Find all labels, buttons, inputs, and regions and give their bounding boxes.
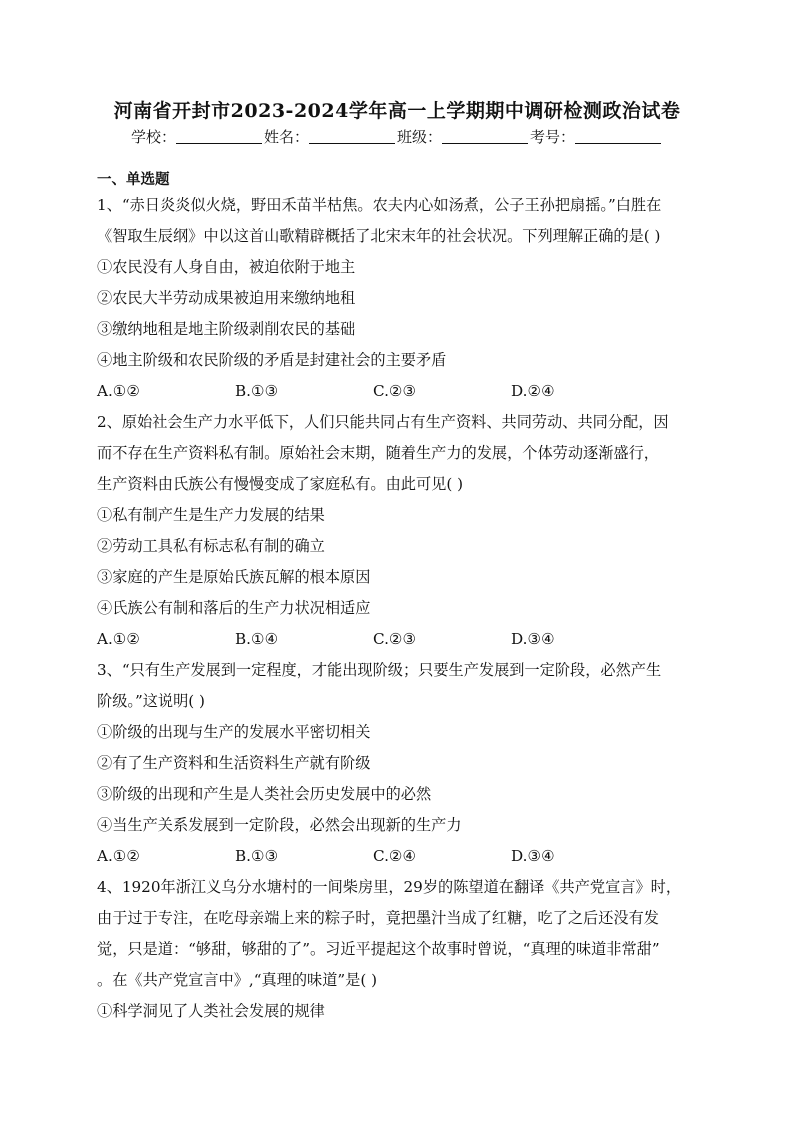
- school-blank[interactable]: [176, 129, 262, 144]
- question-stem-line: 觉，只是道：“够甜，够甜的了”。习近平提起这个故事时曾说，“真理的味道非常甜”: [97, 940, 660, 958]
- choice-d[interactable]: D.③④: [511, 630, 555, 648]
- statement: ③家庭的产生是原始氏族瓦解的根本原因: [97, 568, 371, 586]
- choice-b[interactable]: B.①③: [235, 847, 279, 865]
- statement: ②有了生产资料和生活资料生产就有阶级: [97, 754, 371, 772]
- statement: ①科学洞见了人类社会发展的规律: [97, 1002, 325, 1020]
- choice-d[interactable]: D.②④: [511, 382, 555, 400]
- choice-b[interactable]: B.①④: [235, 630, 279, 648]
- question-stem-line: 1、“赤日炎炎似火烧，野田禾苗半枯焦。农夫内心如汤煮，公子王孙把扇摇。”白胜在: [97, 196, 662, 214]
- choice-a[interactable]: A.①②: [97, 630, 141, 648]
- statement: ①私有制产生是生产力发展的结果: [97, 506, 325, 524]
- school-label: 学校：: [130, 128, 176, 146]
- exam-number-field: [530, 126, 663, 147]
- question-4: [97, 872, 697, 1027]
- question-2: [97, 407, 697, 655]
- class-label: 班级：: [397, 128, 443, 146]
- school-field: [131, 126, 264, 147]
- name-blank[interactable]: [309, 129, 395, 144]
- section-title: 一、单选题: [97, 171, 170, 188]
- statement: ④当生产关系发展到一定阶段，必然会出现新的生产力: [97, 816, 462, 834]
- question-1: [97, 190, 697, 407]
- question-stem-line: 。在《共产党宣言中》,“真理的味道”是( ): [97, 971, 378, 989]
- exam-title: 河南省开封市2023-2024学年高一上学期期中调研检测政治试卷: [113, 100, 681, 122]
- statement: ①阶级的出现与生产的发展水平密切相关: [97, 723, 371, 741]
- question-3: [97, 655, 697, 872]
- choice-c[interactable]: C.②③: [373, 630, 417, 648]
- name-field: [264, 126, 397, 147]
- question-stem-line: 2、原始社会生产力水平低下，人们只能共同占有生产资料、共同劳动、共同分配，因: [97, 413, 669, 431]
- exam-number-label: 考号：: [530, 128, 576, 146]
- question-stem-line: 生产资料由氏族公有慢慢变成了家庭私有。由此可见( ): [97, 475, 463, 493]
- answer-choices: [97, 841, 697, 872]
- choice-a[interactable]: A.①②: [97, 382, 141, 400]
- choice-d[interactable]: D.③④: [511, 847, 555, 865]
- statement: ①农民没有人身自由，被迫依附于地主: [97, 258, 356, 276]
- name-label: 姓名：: [263, 128, 309, 146]
- statement: ③缴纳地租是地主阶级剥削农民的基础: [97, 320, 356, 338]
- choice-c[interactable]: C.②④: [373, 847, 417, 865]
- choice-c[interactable]: C.②③: [373, 382, 417, 400]
- exam-number-blank[interactable]: [575, 129, 661, 144]
- question-stem-line: 阶级。”这说明( ): [97, 692, 205, 710]
- answer-choices: [97, 376, 697, 407]
- question-stem-line: 3、“只有生产发展到一定程度，才能出现阶级；只要生产发展到一定阶段，必然产生: [97, 661, 662, 679]
- statement: ②劳动工具私有标志私有制的确立: [97, 537, 325, 555]
- choice-b[interactable]: B.①③: [235, 382, 279, 400]
- questions-container: [97, 190, 697, 1027]
- class-blank[interactable]: [442, 129, 528, 144]
- choice-a[interactable]: A.①②: [97, 847, 141, 865]
- statement: ②农民大半劳动成果被迫用来缴纳地租: [97, 289, 356, 307]
- question-stem-line: 而不存在生产资料私有制。原始社会末期，随着生产力的发展，个体劳动逐渐盛行，: [97, 444, 659, 462]
- student-info-line: [0, 126, 794, 147]
- answer-choices: [97, 624, 697, 655]
- statement: ④地主阶级和农民阶级的矛盾是封建社会的主要矛盾: [97, 351, 447, 369]
- question-stem-line: 《智取生辰纲》中以这首山歌精辟概括了北宋末年的社会状况。下列理解正确的是( ): [97, 227, 661, 245]
- statement: ③阶级的出现和产生是人类社会历史发展中的必然: [97, 785, 432, 803]
- question-stem-line: 4、1920年浙江义乌分水塘村的一间柴房里，29岁的陈望道在翻译《共产党宣言》时，: [97, 878, 682, 896]
- statement: ④氏族公有制和落后的生产力状况相适应: [97, 599, 371, 617]
- question-stem-line: 由于过于专注，在吃母亲端上来的粽子时，竟把墨汁当成了红糖，吃了之后还没有发: [97, 909, 659, 927]
- class-field: [397, 126, 530, 147]
